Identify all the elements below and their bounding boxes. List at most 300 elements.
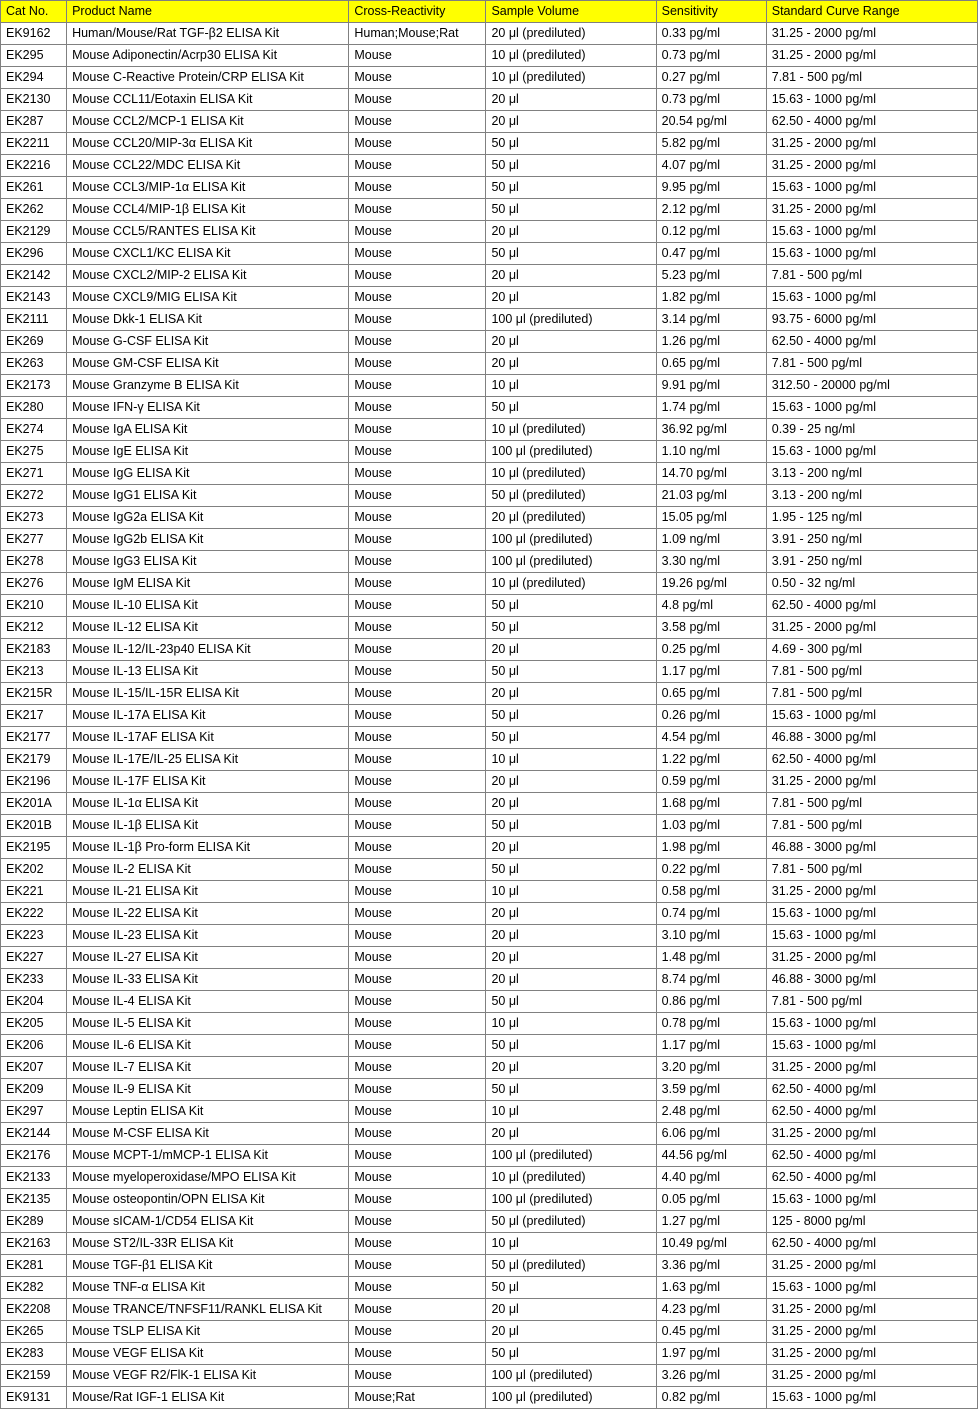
table-cell: Mouse IL-10 ELISA Kit (67, 595, 349, 617)
table-cell: 1.03 pg/ml (656, 815, 766, 837)
table-cell: 0.26 pg/ml (656, 705, 766, 727)
table-cell: Mouse (349, 375, 486, 397)
table-cell: 7.81 - 500 pg/ml (766, 793, 977, 815)
table-cell: EK2195 (1, 837, 67, 859)
table-row (1, 1189, 978, 1211)
table-cell: EK271 (1, 463, 67, 485)
table-cell: 31.25 - 2000 pg/ml (766, 133, 977, 155)
table-row (1, 1145, 978, 1167)
table-cell: Mouse sICAM-1/CD54 ELISA Kit (67, 1211, 349, 1233)
table-cell: 20 μl (486, 903, 656, 925)
table-row (1, 903, 978, 925)
table-row (1, 1211, 978, 1233)
table-cell: 31.25 - 2000 pg/ml (766, 617, 977, 639)
table-cell: 100 μl (prediluted) (486, 1387, 656, 1409)
table-row (1, 89, 978, 111)
table-cell: EK275 (1, 441, 67, 463)
table-row (1, 1277, 978, 1299)
table-cell: 46.88 - 3000 pg/ml (766, 727, 977, 749)
table-cell: EK2133 (1, 1167, 67, 1189)
column-header: Standard Curve Range (766, 1, 977, 23)
table-row (1, 111, 978, 133)
table-cell: 50 μl (486, 1079, 656, 1101)
table-row (1, 45, 978, 67)
table-cell: 31.25 - 2000 pg/ml (766, 45, 977, 67)
table-cell: EK207 (1, 1057, 67, 1079)
table-row (1, 155, 978, 177)
table-cell: Mouse (349, 573, 486, 595)
table-row (1, 133, 978, 155)
table-cell: 1.74 pg/ml (656, 397, 766, 419)
table-cell: 50 μl (486, 991, 656, 1013)
table-cell: EK263 (1, 353, 67, 375)
table-cell: EK282 (1, 1277, 67, 1299)
table-cell: 31.25 - 2000 pg/ml (766, 1321, 977, 1343)
table-cell: 20 μl (486, 1123, 656, 1145)
table-cell: 100 μl (prediluted) (486, 1189, 656, 1211)
table-cell: Mouse IL-17E/IL-25 ELISA Kit (67, 749, 349, 771)
table-cell: EK283 (1, 1343, 67, 1365)
table-row (1, 1299, 978, 1321)
table-cell: 1.09 ng/ml (656, 529, 766, 551)
table-cell: Mouse (349, 397, 486, 419)
table-cell: EK2130 (1, 89, 67, 111)
table-cell: Mouse (349, 1343, 486, 1365)
table-cell: 20 μl (486, 771, 656, 793)
table-cell: Mouse GM-CSF ELISA Kit (67, 353, 349, 375)
table-cell: 0.47 pg/ml (656, 243, 766, 265)
table-cell: 7.81 - 500 pg/ml (766, 265, 977, 287)
table-cell: Mouse myeloperoxidase/MPO ELISA Kit (67, 1167, 349, 1189)
table-cell: Mouse IL-7 ELISA Kit (67, 1057, 349, 1079)
table-cell: 100 μl (prediluted) (486, 1365, 656, 1387)
table-cell: Mouse IgE ELISA Kit (67, 441, 349, 463)
table-row (1, 309, 978, 331)
table-row (1, 353, 978, 375)
table-row (1, 419, 978, 441)
table-cell: 7.81 - 500 pg/ml (766, 67, 977, 89)
table-cell: EK2179 (1, 749, 67, 771)
table-cell: 4.69 - 300 pg/ml (766, 639, 977, 661)
table-cell: Mouse IgA ELISA Kit (67, 419, 349, 441)
table-cell: 3.14 pg/ml (656, 309, 766, 331)
table-cell: Mouse IL-22 ELISA Kit (67, 903, 349, 925)
table-cell: 31.25 - 2000 pg/ml (766, 771, 977, 793)
table-cell: 93.75 - 6000 pg/ml (766, 309, 977, 331)
table-row (1, 551, 978, 573)
table-cell: 3.13 - 200 ng/ml (766, 485, 977, 507)
table-row (1, 1079, 978, 1101)
table-cell: Mouse IL-12/IL-23p40 ELISA Kit (67, 639, 349, 661)
table-cell: 9.91 pg/ml (656, 375, 766, 397)
table-cell: 3.91 - 250 ng/ml (766, 551, 977, 573)
table-header-row (1, 1, 978, 23)
table-cell: 31.25 - 2000 pg/ml (766, 1123, 977, 1145)
table-cell: Mouse (349, 925, 486, 947)
table-cell: Mouse (349, 1211, 486, 1233)
table-row (1, 1057, 978, 1079)
table-cell: EK2173 (1, 375, 67, 397)
table-cell: EK2135 (1, 1189, 67, 1211)
table-row (1, 1035, 978, 1057)
table-body (1, 23, 978, 1409)
table-cell: Mouse IgG2b ELISA Kit (67, 529, 349, 551)
table-cell: Mouse (349, 1189, 486, 1211)
table-row (1, 1387, 978, 1409)
table-cell: 20 μl (486, 837, 656, 859)
table-cell: Mouse (349, 1123, 486, 1145)
table-cell: Mouse (349, 1057, 486, 1079)
table-cell: 15.63 - 1000 pg/ml (766, 441, 977, 463)
table-cell: EK204 (1, 991, 67, 1013)
table-cell: 0.86 pg/ml (656, 991, 766, 1013)
table-cell: Mouse IgG2a ELISA Kit (67, 507, 349, 529)
table-row (1, 397, 978, 419)
table-cell: 0.82 pg/ml (656, 1387, 766, 1409)
table-cell: 15.63 - 1000 pg/ml (766, 287, 977, 309)
table-cell: 8.74 pg/ml (656, 969, 766, 991)
table-cell: Mouse (349, 661, 486, 683)
table-row (1, 749, 978, 771)
table-cell: 1.26 pg/ml (656, 331, 766, 353)
table-row (1, 925, 978, 947)
table-cell: Mouse TGF-β1 ELISA Kit (67, 1255, 349, 1277)
table-header (1, 1, 978, 23)
table-cell: Mouse IL-15/IL-15R ELISA Kit (67, 683, 349, 705)
table-cell: 4.07 pg/ml (656, 155, 766, 177)
table-cell: 10 μl (prediluted) (486, 1167, 656, 1189)
table-cell: 0.45 pg/ml (656, 1321, 766, 1343)
table-row (1, 1365, 978, 1387)
table-cell: 50 μl (486, 1277, 656, 1299)
table-cell: 50 μl (prediluted) (486, 485, 656, 507)
table-cell: EK210 (1, 595, 67, 617)
table-cell: Mouse (349, 287, 486, 309)
table-cell: 15.63 - 1000 pg/ml (766, 1277, 977, 1299)
table-cell: Mouse (349, 749, 486, 771)
table-cell: EK265 (1, 1321, 67, 1343)
table-cell: 10 μl (prediluted) (486, 67, 656, 89)
table-cell: EK221 (1, 881, 67, 903)
table-cell: 100 μl (prediluted) (486, 551, 656, 573)
table-cell: Mouse (349, 133, 486, 155)
table-cell: 50 μl (486, 661, 656, 683)
table-cell: Mouse (349, 155, 486, 177)
table-cell: Mouse G-CSF ELISA Kit (67, 331, 349, 353)
table-cell: Mouse CCL5/RANTES ELISA Kit (67, 221, 349, 243)
table-cell: 20 μl (486, 287, 656, 309)
table-row (1, 1013, 978, 1035)
table-cell: 10 μl (486, 1233, 656, 1255)
table-cell: 15.63 - 1000 pg/ml (766, 243, 977, 265)
table-cell: Mouse (349, 727, 486, 749)
table-cell: EK209 (1, 1079, 67, 1101)
table-cell: 20 μl (486, 1299, 656, 1321)
table-cell: EK269 (1, 331, 67, 353)
column-header: Sample Volume (486, 1, 656, 23)
table-cell: Mouse;Rat (349, 1387, 486, 1409)
table-row (1, 1343, 978, 1365)
table-cell: Mouse (349, 881, 486, 903)
table-cell: 20 μl (486, 353, 656, 375)
table-cell: 10 μl (prediluted) (486, 463, 656, 485)
table-cell: Mouse (349, 815, 486, 837)
table-cell: 10.49 pg/ml (656, 1233, 766, 1255)
table-cell: 62.50 - 4000 pg/ml (766, 1145, 977, 1167)
table-cell: 1.95 - 125 ng/ml (766, 507, 977, 529)
table-cell: Mouse (349, 1321, 486, 1343)
table-cell: 20 μl (486, 969, 656, 991)
table-cell: 20 μl (486, 925, 656, 947)
table-cell: 20 μl (486, 683, 656, 705)
table-cell: 20 μl (486, 265, 656, 287)
table-cell: Mouse VEGF ELISA Kit (67, 1343, 349, 1365)
table-cell: 100 μl (prediluted) (486, 309, 656, 331)
table-cell: Mouse CCL4/MIP-1β ELISA Kit (67, 199, 349, 221)
table-cell: 10 μl (prediluted) (486, 419, 656, 441)
table-cell: Mouse (349, 111, 486, 133)
table-cell: EK2159 (1, 1365, 67, 1387)
table-cell: EK2143 (1, 287, 67, 309)
table-row (1, 595, 978, 617)
table-cell: 1.27 pg/ml (656, 1211, 766, 1233)
table-cell: 15.63 - 1000 pg/ml (766, 1035, 977, 1057)
table-cell: 0.33 pg/ml (656, 23, 766, 45)
table-cell: 10 μl (prediluted) (486, 573, 656, 595)
table-cell: 50 μl (prediluted) (486, 1255, 656, 1277)
table-cell: 7.81 - 500 pg/ml (766, 683, 977, 705)
table-cell: Mouse (349, 903, 486, 925)
table-cell: EK2208 (1, 1299, 67, 1321)
table-cell: 50 μl (486, 1035, 656, 1057)
table-cell: 62.50 - 4000 pg/ml (766, 595, 977, 617)
table-cell: Mouse (349, 837, 486, 859)
table-cell: Mouse (349, 441, 486, 463)
table-cell: EK2111 (1, 309, 67, 331)
table-cell: 20 μl (prediluted) (486, 23, 656, 45)
table-row (1, 771, 978, 793)
table-cell: Mouse IgG1 ELISA Kit (67, 485, 349, 507)
table-cell: 31.25 - 2000 pg/ml (766, 199, 977, 221)
table-cell: 7.81 - 500 pg/ml (766, 353, 977, 375)
table-row (1, 1233, 978, 1255)
table-row (1, 23, 978, 45)
table-cell: 15.05 pg/ml (656, 507, 766, 529)
table-cell: 20 μl (486, 1321, 656, 1343)
table-cell: Mouse (349, 1365, 486, 1387)
table-cell: EK261 (1, 177, 67, 199)
table-cell: EK222 (1, 903, 67, 925)
table-row (1, 1167, 978, 1189)
table-cell: 0.73 pg/ml (656, 89, 766, 111)
table-cell: 20 μl (486, 221, 656, 243)
table-row (1, 529, 978, 551)
table-row (1, 67, 978, 89)
table-row (1, 683, 978, 705)
table-cell: Mouse (349, 1035, 486, 1057)
table-cell: 1.97 pg/ml (656, 1343, 766, 1365)
table-row (1, 265, 978, 287)
table-cell: Mouse (349, 265, 486, 287)
table-row (1, 441, 978, 463)
table-cell: 62.50 - 4000 pg/ml (766, 1101, 977, 1123)
table-cell: 1.98 pg/ml (656, 837, 766, 859)
table-row (1, 331, 978, 353)
table-row (1, 837, 978, 859)
table-cell: EK278 (1, 551, 67, 573)
table-row (1, 859, 978, 881)
table-row (1, 177, 978, 199)
table-cell: 0.78 pg/ml (656, 1013, 766, 1035)
table-cell: Mouse IL-27 ELISA Kit (67, 947, 349, 969)
table-cell: Mouse (349, 793, 486, 815)
table-cell: 15.63 - 1000 pg/ml (766, 1013, 977, 1035)
table-cell: 0.65 pg/ml (656, 353, 766, 375)
table-cell: 5.23 pg/ml (656, 265, 766, 287)
table-cell: 1.82 pg/ml (656, 287, 766, 309)
column-header: Cross-Reactivity (349, 1, 486, 23)
table-row (1, 991, 978, 1013)
table-cell: 31.25 - 2000 pg/ml (766, 1365, 977, 1387)
table-cell: EK280 (1, 397, 67, 419)
table-cell: Mouse Adiponectin/Acrp30 ELISA Kit (67, 45, 349, 67)
table-cell: 10 μl (486, 749, 656, 771)
table-cell: Mouse IL-33 ELISA Kit (67, 969, 349, 991)
table-cell: Mouse (349, 419, 486, 441)
table-cell: Mouse IL-17A ELISA Kit (67, 705, 349, 727)
table-cell: 46.88 - 3000 pg/ml (766, 969, 977, 991)
table-cell: 1.63 pg/ml (656, 1277, 766, 1299)
table-cell: 1.22 pg/ml (656, 749, 766, 771)
table-cell: Mouse (349, 463, 486, 485)
table-cell: 62.50 - 4000 pg/ml (766, 331, 977, 353)
table-cell: 50 μl (486, 815, 656, 837)
table-cell: Mouse (349, 991, 486, 1013)
table-cell: 50 μl (486, 243, 656, 265)
table-cell: 3.26 pg/ml (656, 1365, 766, 1387)
table-cell: Mouse osteopontin/OPN ELISA Kit (67, 1189, 349, 1211)
table-cell: 3.20 pg/ml (656, 1057, 766, 1079)
table-cell: 6.06 pg/ml (656, 1123, 766, 1145)
table-cell: EK2129 (1, 221, 67, 243)
table-cell: 62.50 - 4000 pg/ml (766, 1079, 977, 1101)
table-cell: EK272 (1, 485, 67, 507)
table-cell: 10 μl (486, 1013, 656, 1035)
table-cell: Mouse CCL3/MIP-1α ELISA Kit (67, 177, 349, 199)
table-cell: Mouse TNF-α ELISA Kit (67, 1277, 349, 1299)
table-cell: Mouse IL-5 ELISA Kit (67, 1013, 349, 1035)
table-cell: 15.63 - 1000 pg/ml (766, 1189, 977, 1211)
table-row (1, 485, 978, 507)
table-cell: 50 μl (486, 595, 656, 617)
table-cell: 20 μl (prediluted) (486, 507, 656, 529)
table-cell: Mouse (349, 221, 486, 243)
table-cell: Mouse IL-1β Pro-form ELISA Kit (67, 837, 349, 859)
table-row (1, 221, 978, 243)
table-cell: Mouse IL-6 ELISA Kit (67, 1035, 349, 1057)
table-cell: 31.25 - 2000 pg/ml (766, 155, 977, 177)
table-cell: Mouse (349, 67, 486, 89)
table-cell: EK9131 (1, 1387, 67, 1409)
table-cell: 62.50 - 4000 pg/ml (766, 111, 977, 133)
table-cell: EK296 (1, 243, 67, 265)
table-cell: Mouse C-Reactive Protein/CRP ELISA Kit (67, 67, 349, 89)
table-cell: 31.25 - 2000 pg/ml (766, 1057, 977, 1079)
table-cell: 0.73 pg/ml (656, 45, 766, 67)
table-cell: EK2177 (1, 727, 67, 749)
table-cell: Mouse (349, 859, 486, 881)
table-row (1, 199, 978, 221)
table-cell: 20 μl (486, 331, 656, 353)
table-cell: 50 μl (486, 177, 656, 199)
table-cell: 15.63 - 1000 pg/ml (766, 925, 977, 947)
table-row (1, 1255, 978, 1277)
table-cell: 1.17 pg/ml (656, 1035, 766, 1057)
table-cell: Mouse VEGF R2/FlK-1 ELISA Kit (67, 1365, 349, 1387)
table-cell: Mouse ST2/IL-33R ELISA Kit (67, 1233, 349, 1255)
table-cell: 15.63 - 1000 pg/ml (766, 177, 977, 199)
table-cell: 0.58 pg/ml (656, 881, 766, 903)
table-cell: 10 μl (486, 1101, 656, 1123)
table-row (1, 947, 978, 969)
table-cell: 50 μl (486, 1343, 656, 1365)
table-cell: Mouse CXCL1/KC ELISA Kit (67, 243, 349, 265)
table-cell: Mouse IL-4 ELISA Kit (67, 991, 349, 1013)
column-header: Product Name (67, 1, 349, 23)
table-cell: EK2183 (1, 639, 67, 661)
table-cell: 2.48 pg/ml (656, 1101, 766, 1123)
table-cell: 125 - 8000 pg/ml (766, 1211, 977, 1233)
table-cell: 0.74 pg/ml (656, 903, 766, 925)
table-cell: 31.25 - 2000 pg/ml (766, 1343, 977, 1365)
table-cell: EK9162 (1, 23, 67, 45)
table-row (1, 1321, 978, 1343)
table-cell: EK217 (1, 705, 67, 727)
table-cell: Mouse IL-13 ELISA Kit (67, 661, 349, 683)
table-cell: 20 μl (486, 639, 656, 661)
table-cell: 62.50 - 4000 pg/ml (766, 1233, 977, 1255)
table-cell: 20.54 pg/ml (656, 111, 766, 133)
table-cell: Mouse (349, 1255, 486, 1277)
table-row (1, 617, 978, 639)
table-cell: 31.25 - 2000 pg/ml (766, 1299, 977, 1321)
table-row (1, 243, 978, 265)
table-cell: Mouse IL-17AF ELISA Kit (67, 727, 349, 749)
table-cell: Mouse (349, 177, 486, 199)
table-cell: Mouse (349, 1079, 486, 1101)
table-cell: 31.25 - 2000 pg/ml (766, 947, 977, 969)
table-cell: 0.25 pg/ml (656, 639, 766, 661)
table-cell: Mouse CCL22/MDC ELISA Kit (67, 155, 349, 177)
column-header: Cat No. (1, 1, 67, 23)
table-cell: 20 μl (486, 947, 656, 969)
table-cell: EK295 (1, 45, 67, 67)
table-row (1, 375, 978, 397)
table-cell: 20 μl (486, 1057, 656, 1079)
table-cell: EK201A (1, 793, 67, 815)
table-row (1, 881, 978, 903)
table-cell: 312.50 - 20000 pg/ml (766, 375, 977, 397)
table-cell: Mouse IL-9 ELISA Kit (67, 1079, 349, 1101)
table-cell: Mouse CXCL2/MIP-2 ELISA Kit (67, 265, 349, 287)
table-cell: Human/Mouse/Rat TGF-β2 ELISA Kit (67, 23, 349, 45)
table-cell: 5.82 pg/ml (656, 133, 766, 155)
table-cell: Mouse IL-21 ELISA Kit (67, 881, 349, 903)
table-cell: 50 μl (486, 727, 656, 749)
table-cell: EK202 (1, 859, 67, 881)
table-cell: 10 μl (prediluted) (486, 45, 656, 67)
table-cell: 19.26 pg/ml (656, 573, 766, 595)
